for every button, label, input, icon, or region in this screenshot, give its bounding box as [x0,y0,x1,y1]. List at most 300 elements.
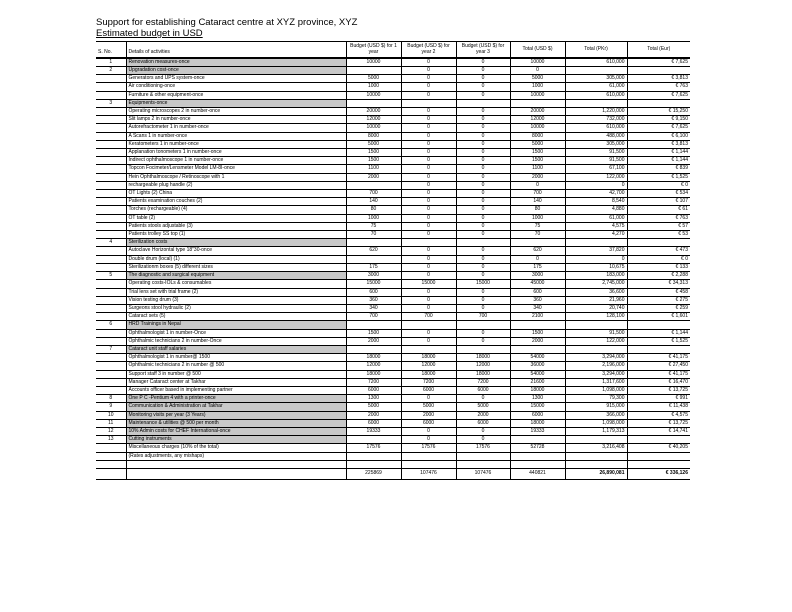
cell-total-usd: 6000 [510,411,565,419]
cell-total-eur: € 275 [675,296,688,303]
cell-year3: 17576 [456,444,510,452]
cell-year2: 0 [401,83,456,91]
table-row [96,337,690,345]
cell-year2: 0 [401,427,456,435]
table-row [96,288,690,296]
cell-year3: 0 [456,436,510,444]
cell-total-usd: 8000 [510,132,565,140]
cell-year3: 0 [456,116,510,124]
cell-year1: 2000 [346,411,401,419]
table-row [96,296,690,304]
cell-total-usd: 1500 [510,157,565,165]
cell-total-usd [510,345,565,353]
cell-sno: 13 [96,436,126,444]
table-row [96,206,690,214]
cell-total-pkr [565,67,627,75]
cell-total-eur: € 1,144 [671,149,688,156]
cell-year3: 0 [456,304,510,312]
cell-year3: 0 [456,247,510,255]
cell-sno [96,370,126,378]
cell-total-pkr: 91,500 [565,157,627,165]
cell-year3: 0 [456,124,510,132]
cell-total-eur: € 7,625 [671,58,688,65]
cell-total-eur: € 13,725 [668,419,688,426]
cell-year3: 0 [456,140,510,148]
cell-total-pkr: 91,500 [565,329,627,337]
table-row [96,149,690,157]
cell-total-pkr [565,239,627,247]
table-row [96,222,690,230]
cell-total-pkr: 20,740 [565,304,627,312]
cell-details: OT Lights (2) China [126,190,346,198]
section-row [96,239,690,247]
total-eur: € 336,126 [665,470,688,477]
cell-total-usd: 54000 [510,370,565,378]
table-row [96,116,690,124]
cell-sno [96,304,126,312]
total-year1: 225869 [346,468,401,479]
cell-details: One P C -Pentium 4 with a printer-once [126,395,346,403]
cell-year1: 18000 [346,370,401,378]
cell-year2: 0 [401,206,456,214]
cell-year1 [346,99,401,107]
cell-total-usd: 1300 [510,395,565,403]
table-row [96,280,690,288]
cell-details: Furniture & other equipment-once [126,91,346,99]
cell-year2: 0 [401,58,456,66]
cell-total-eur [627,436,690,444]
cell-sno [96,108,126,116]
cell-year1: 1500 [346,157,401,165]
cell-year3: 0 [456,198,510,206]
cell-year2: 0 [401,140,456,148]
cell-year2: 0 [401,67,456,75]
cell-details: Cutting instruments [126,436,346,444]
cell-details: Sterilization costs [126,239,346,247]
cell-total-eur: € 839 [675,165,688,172]
cell-total-pkr: 67,100 [565,165,627,173]
table-row [96,386,690,394]
cell-sno [96,452,126,460]
cell-year1: 20000 [346,108,401,116]
cell-total-eur: € 6,100 [671,132,688,139]
cell-details: Surgeons stool hydraulic (2) [126,304,346,312]
cell-total-usd: 1500 [510,149,565,157]
cell-year1: 1000 [346,83,401,91]
cell-total-usd: 140 [510,198,565,206]
cell-year1: 175 [346,263,401,271]
cell-year3: 6000 [456,419,510,427]
cell-total-eur: € 34,313 [668,280,688,287]
cell-total-usd [510,321,565,329]
cell-year1: 360 [346,296,401,304]
table-row [96,173,690,181]
cell-total-usd: 175 [510,263,565,271]
cell-sno [96,247,126,255]
total-usd: 440821 [510,468,565,479]
cell-total-pkr: 183,000 [565,272,627,280]
cell-total-usd: 2000 [510,337,565,345]
cell-sno [96,214,126,222]
cell-total-usd: 1000 [510,214,565,222]
cell-sno [96,190,126,198]
cell-details: Trial lens set with trial frame (2) [126,288,346,296]
cell-total-usd: 20000 [510,108,565,116]
cell-year2: 0 [401,108,456,116]
cell-total-pkr: 4,270 [565,231,627,239]
cell-year1: 140 [346,198,401,206]
cell-total-usd: 36000 [510,362,565,370]
total-year3: 107476 [456,468,510,479]
cell-total-usd [510,99,565,107]
cell-details: Upgradation cost-once [126,67,346,75]
cell-total-pkr [565,452,627,460]
cell-total-usd: 70 [510,231,565,239]
cell-details: Topcon Focimeter/Lensmeter Model LM-8I-once [126,165,346,173]
cell-year1: 700 [346,313,401,321]
cell-details: Equipments-once [126,99,346,107]
cell-sno [96,222,126,230]
cell-year2: 0 [401,198,456,206]
cell-sno: 12 [96,427,126,435]
cell-year3: 0 [456,231,510,239]
cell-year1: 600 [346,288,401,296]
cell-year1: 1500 [346,149,401,157]
cell-sno [96,362,126,370]
cell-year3: 0 [456,157,510,165]
cell-year2: 0 [401,181,456,189]
cell-sno [96,140,126,148]
table-row [96,231,690,239]
table-row [96,91,690,99]
cell-total-usd [510,452,565,460]
cell-total-eur: € 1,144 [671,329,688,336]
cell-total-usd: 700 [510,190,565,198]
cell-year2: 0 [401,165,456,173]
table-row [96,83,690,91]
cell-sno [96,288,126,296]
cell-total-usd: 10000 [510,58,565,66]
cell-total-eur: € 15,250 [668,108,688,115]
table-row [96,140,690,148]
table-row [96,75,690,83]
cell-sno: 6 [96,321,126,329]
cell-details: 10% Admin costs for CHEF International-once [126,427,346,435]
cell-year1: 12000 [346,116,401,124]
cell-year1: 5000 [346,75,401,83]
cell-year2: 0 [401,255,456,263]
cell-total-usd: 1100 [510,165,565,173]
cell-year1: 5000 [346,403,401,411]
cell-year3: 0 [456,395,510,403]
column-header-year1: Budget (USD $) for 1 year [346,42,401,58]
cell-total-pkr: 91,500 [565,149,627,157]
cell-total-pkr: 42,700 [565,190,627,198]
cell-total-eur [627,321,690,329]
cell-year3: 0 [456,272,510,280]
cell-details: Patients trolley SS top (1) [126,231,346,239]
cell-year1: 5000 [346,140,401,148]
cell-year2: 18000 [401,370,456,378]
cell-year1: 70 [346,231,401,239]
cell-total-usd: 2100 [510,313,565,321]
cell-year2: 0 [401,222,456,230]
cell-year1: 2000 [346,173,401,181]
cell-total-eur: € 133 [675,263,688,270]
cell-sno [96,313,126,321]
cell-year2: 0 [401,132,456,140]
cell-year3: 2000 [456,411,510,419]
cell-total-eur: € 763 [675,214,688,221]
cell-sno [96,378,126,386]
cell-sno [96,181,126,189]
cell-year3 [456,99,510,107]
section-row [96,403,690,411]
cell-details: Torches (rechargeable) (4) [126,206,346,214]
cell-sno [96,165,126,173]
cell-details: Keratometers 1 in number-once [126,140,346,148]
cell-total-eur: € 991 [675,395,688,402]
cell-sno: 5 [96,272,126,280]
cell-sno [96,173,126,181]
cell-year2: 0 [401,395,456,403]
table-row [96,329,690,337]
cell-year2: 0 [401,231,456,239]
cell-sno: 9 [96,403,126,411]
table-row [96,132,690,140]
cell-details: Manager Cataract center at Takhar [126,378,346,386]
cell-details: Sterilizationm boxes (5) different sizes [126,263,346,271]
cell-sno [96,116,126,124]
cell-year2: 700 [401,313,456,321]
cell-total-eur: € 7,625 [671,124,688,131]
cell-year3: 0 [456,181,510,189]
cell-details: Renovation measures-once [126,58,346,66]
cell-total-eur: € 27,450 [668,362,688,369]
cell-year2: 0 [401,247,456,255]
cell-year2 [401,239,456,247]
cell-sno [96,354,126,362]
table-row [96,313,690,321]
cell-sno [96,132,126,140]
cell-year3: 0 [456,296,510,304]
cell-details: Miscellaneous charges (10% of the total) [126,444,346,452]
cell-total-usd: 52728 [510,444,565,452]
section-row [96,419,690,427]
cell-sno: 7 [96,345,126,353]
cell-total-pkr: 3,294,000 [565,370,627,378]
cell-total-pkr: 366,000 [565,411,627,419]
cell-year3: 700 [456,313,510,321]
total-year2: 107476 [401,468,456,479]
cell-year2: 2000 [401,411,456,419]
table-row [96,214,690,222]
cell-year2: 0 [401,263,456,271]
cell-total-eur: € 763 [675,83,688,90]
cell-year1: 700 [346,190,401,198]
cell-year2: 0 [401,157,456,165]
cell-details: Monitoring visits per year (3 Years) [126,411,346,419]
cell-year3: 7200 [456,378,510,386]
cell-details: Hein Ophthalmoscope / Retinoscope with 1 [126,173,346,181]
cell-year3: 0 [456,206,510,214]
column-header-total-pkr: Total (PKr) [565,42,627,58]
cell-sno: 11 [96,419,126,427]
cell-year1: 18000 [346,354,401,362]
cell-year2: 0 [401,190,456,198]
cell-sno [96,263,126,271]
cell-year2: 0 [401,304,456,312]
cell-year3: 0 [456,255,510,263]
cell-total-pkr [565,99,627,107]
cell-year1: 6000 [346,386,401,394]
cell-details: The diagnostic and surgical equipment [126,272,346,280]
cell-year1: 3000 [346,272,401,280]
column-header-details: Details of activities [126,42,346,58]
cell-year1: 6000 [346,419,401,427]
cell-total-pkr: 1,098,000 [565,386,627,394]
cell-details: Ophthalmic technicians 2 in number @ 500 [126,362,346,370]
cell-total-pkr: 305,000 [565,140,627,148]
cell-details: rechargeable plug handle (2) [126,181,346,189]
cell-year2: 17576 [401,444,456,452]
cell-sno [96,296,126,304]
cell-sno [96,444,126,452]
cell-year2: 6000 [401,386,456,394]
cell-total-pkr: 915,000 [565,403,627,411]
cell-total-usd: 18000 [510,419,565,427]
cell-total-pkr: 3,294,000 [565,354,627,362]
table-row-spacer [96,460,690,468]
table-row [96,354,690,362]
cell-year3: 5000 [456,403,510,411]
table-row [96,378,690,386]
cell-total-pkr: 3,216,408 [565,444,627,452]
cell-sno [96,157,126,165]
cell-total-eur: € 107 [675,198,688,205]
cell-total-eur: € 2,288 [671,272,688,279]
cell-year2: 0 [401,173,456,181]
section-row [96,67,690,75]
cell-year1: 620 [346,247,401,255]
section-row [96,395,690,403]
cell-total-usd: 10000 [510,124,565,132]
cell-year3 [456,345,510,353]
cell-total-usd: 5000 [510,140,565,148]
cell-year3: 0 [456,91,510,99]
cell-year2: 5000 [401,403,456,411]
table-row [96,198,690,206]
cell-sno: 3 [96,99,126,107]
section-row [96,427,690,435]
cell-total-eur: € 1,601 [671,313,688,320]
table-row [96,362,690,370]
budget-table [96,41,690,480]
budget-sheet [96,17,690,480]
column-header-total-eur: Total (Eur) [647,46,671,53]
cell-total-pkr: 37,820 [565,247,627,255]
cell-year1: 17576 [346,444,401,452]
cell-total-eur: € 16,470 [668,378,688,385]
cell-year2: 0 [401,337,456,345]
cell-total-pkr: 1,317,600 [565,378,627,386]
cell-year3: 0 [456,165,510,173]
column-header-year2: Budget (USD $) for year 2 [401,42,456,58]
cell-total-usd: 75 [510,222,565,230]
cell-details: Accounts officer based in implementing partner [126,386,346,394]
cell-total-eur: € 1,525 [671,337,688,344]
cell-year2: 18000 [401,354,456,362]
cell-total-usd: 21600 [510,378,565,386]
cell-details: A Scans 1 in number-once [126,132,346,140]
cell-year2 [401,345,456,353]
cell-total-eur: € 57 [678,222,688,229]
section-row [96,99,690,107]
section-row [96,272,690,280]
section-row [96,411,690,419]
cell-year3: 0 [456,337,510,345]
table-row [96,452,690,460]
cell-details: Applanation tonometers 1 in number-once [126,149,346,157]
cell-total-usd [510,436,565,444]
cell-year2: 0 [401,288,456,296]
cell-year3: 0 [456,149,510,157]
cell-year1 [346,239,401,247]
cell-total-usd: 18000 [510,386,565,394]
cell-details: Ophthalmic technicians 2 in number-Once [126,337,346,345]
cell-total-pkr: 122,000 [565,173,627,181]
cell-total-eur: € 61 [678,206,688,213]
table-body [96,57,690,460]
document-title: Support for establishing Cataract centre at XYZ province, XYZ [96,17,358,28]
cell-year3: 0 [456,75,510,83]
cell-year3: 0 [456,190,510,198]
cell-details: HRD Trainings in Nepal [126,321,346,329]
table-header-row [96,42,690,58]
cell-year3: 0 [456,427,510,435]
cell-year3: 0 [456,288,510,296]
cell-total-pkr: 610,000 [565,58,627,66]
cell-total-usd: 0 [510,255,565,263]
cell-total-pkr [565,321,627,329]
cell-total-usd: 5000 [510,75,565,83]
column-header-total-usd: Total (USD $) [510,42,565,58]
cell-total-eur: € 7,625 [671,91,688,98]
cell-total-usd: 1500 [510,329,565,337]
cell-year3: 0 [456,83,510,91]
cell-total-pkr: 1,179,313 [565,427,627,435]
cell-total-pkr: 4,575 [565,222,627,230]
cell-total-usd: 620 [510,247,565,255]
cell-total-pkr: 305,000 [565,75,627,83]
cell-year1: 340 [346,304,401,312]
cell-year2 [401,321,456,329]
table-row [96,165,690,173]
section-row [96,436,690,444]
cell-year2: 0 [401,116,456,124]
cell-total-pkr: 79,300 [565,395,627,403]
cell-year2: 6000 [401,419,456,427]
cell-year1: 10000 [346,58,401,66]
cell-year1: 1100 [346,165,401,173]
cell-year3 [456,452,510,460]
cell-sno: 8 [96,395,126,403]
cell-year1: 8000 [346,132,401,140]
grand-total-row [96,468,690,479]
cell-year1: 19333 [346,427,401,435]
cell-sno [96,83,126,91]
cell-total-eur: € 40,205 [668,444,688,451]
